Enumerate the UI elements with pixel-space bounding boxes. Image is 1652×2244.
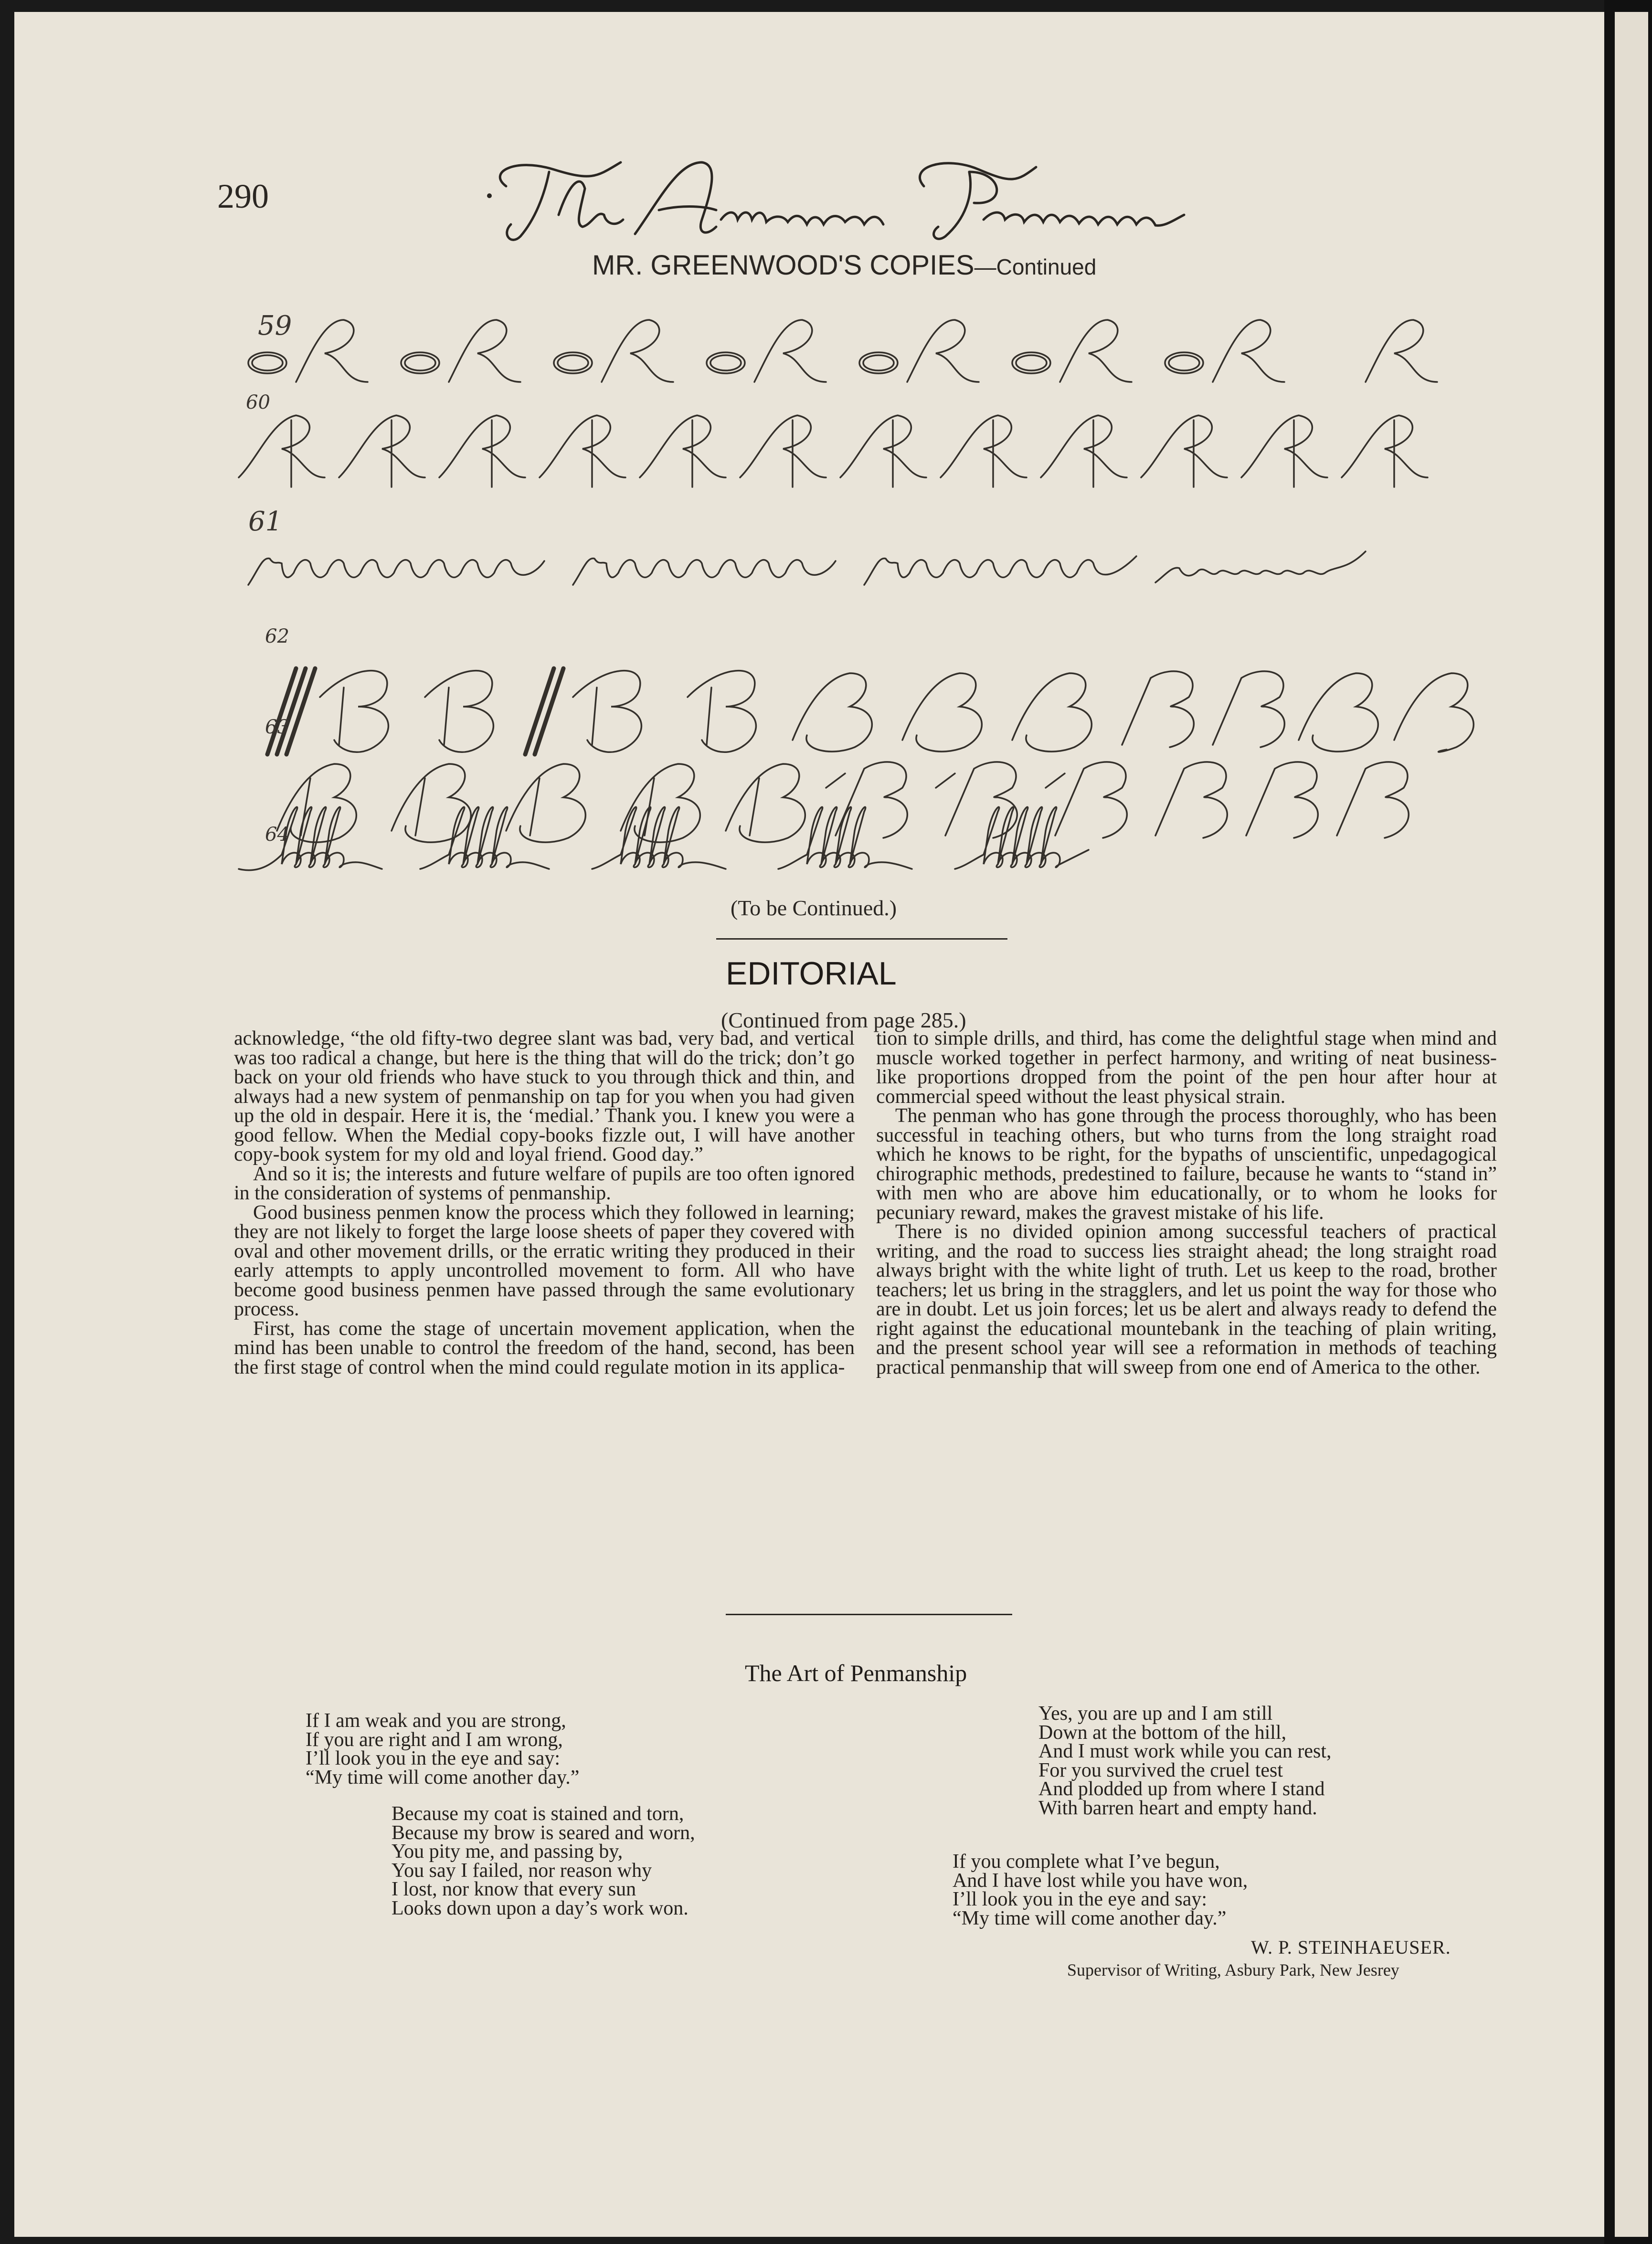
row-number-61: 61	[248, 506, 283, 537]
divider-rule	[726, 1614, 1012, 1615]
to-be-continued: (To be Continued.)	[731, 896, 897, 920]
copies-heading-text: MR. GREENWOOD'S COPIES	[592, 250, 974, 281]
row-number-60: 60	[246, 392, 270, 413]
row-number-62: 62	[265, 625, 289, 647]
editorial-paragraph: acknowledge, “the old fifty-two degree slant was bad, very bad, and vertical was too radical a change, but here is the thing that will do the trick; don’t go back on your old friends who have stuck to you through thick and thin, and always had a new system of penmanship on tap for you when you had given up the old in despair. Here it is, the ‘medial.’ Thank you. I knew you were a good fellow. When the Medial copy-books fizzle out, I will have another copy-book system for my old and loyal friend. Good day.”	[234, 1027, 855, 1165]
copy-row-62	[267, 668, 1473, 754]
masthead-logo	[477, 143, 1222, 253]
author-affiliation: Supervisor of Writing, Asbury Park, New Jesrey	[1067, 1960, 1399, 1979]
editorial-heading: EDITORIAL	[726, 955, 897, 992]
poem-stanza-4: If you complete what I’ve begun, And I have lost while you have won, I’ll look you in the eye and say: “My time will come another day.”	[953, 1851, 1248, 1929]
copy-row-64	[239, 807, 1089, 870]
row-number-64: 64	[265, 824, 289, 846]
next-page-edge	[1615, 12, 1648, 2237]
page-number: 290	[217, 177, 269, 215]
page-gutter	[1604, 0, 1652, 2244]
continued-from-note: (Continued from page 285.)	[721, 1008, 966, 1032]
editorial-paragraph: tion to simple drills, and third, has come the delightful stage when mind and muscle worked together in perfect harmony, and writing of neat business-like proportions dropped from the point of the pen hour after hour at commercial speed without the least physical strain.	[876, 1027, 1497, 1108]
penmanship-specimens	[229, 306, 1509, 893]
editorial-paragraph: First, has come the stage of uncertain movement application, when the mind has been unable to control the freedom of the hand, second, has been the first stage of control when the mind could regulate motion in its applica-	[234, 1317, 855, 1378]
copy-row-61	[248, 551, 1366, 585]
copy-row-59	[248, 320, 1437, 382]
row-number-59: 59	[258, 310, 292, 341]
copies-heading-suffix: —Continued	[974, 254, 1097, 279]
poem-stanza-3: Yes, you are up and I am still Down at the bottom of the hill, And I must work while you can rest, For you survived the cruel test And plodded up from where I stand With barren heart and empty hand.	[1038, 1703, 1332, 1819]
editorial-column-left	[234, 1029, 855, 1377]
copy-row-63	[277, 762, 1408, 842]
editorial-column-right	[876, 1029, 1497, 1377]
copy-row-60	[239, 415, 1428, 487]
poem-author: W. P. STEINHAEUSER.	[1251, 1937, 1451, 1958]
editorial-paragraph: The penman who has gone through the process thoroughly, who has been successful in teaching others, but who turns from the long straight road which he knows to be right, for the bypaths of unscientific, unpedagogical chirographic methods, predestined to failure, because he wants to “stand in” with men who are above him educationally, or to whom he looks for pecuniary reward, makes the gravest mistake of his life.	[876, 1105, 1497, 1224]
editorial-paragraph: Good business penmen know the process which they followed in learning; they are not likely to forget the large loose sheets of paper they covered with oval and other movement drills, or the erratic writing they produced in their early attempts to apply uncontrolled movement to form. All who have become good business penmen have passed through the same evolutionary process.	[234, 1201, 855, 1320]
editorial-paragraph: There is no divided opinion among successful teachers of practical writing, and the road to success lies straight ahead; the long straight road always bright with the white light of truth. Let us keep to the road, brother teachers; let us bring in the stragglers, and let us point the way for those who are in doubt. Let us join forces; let us be alert and always ready to defend the right against the educational mountebank in the teaching of plain writing, and the present school year will see a reformation in methods of teaching practical penmanship that will sweep from one end of America to the other.	[876, 1221, 1497, 1378]
copies-heading	[592, 249, 1165, 281]
divider-rule	[716, 938, 1007, 940]
poem-stanza-2: Because my coat is stained and torn, Because my brow is seared and worn, You pity me, and passing by, You say I failed, nor reason why I lost, nor know that every sun Looks down upon a day’s work won.	[392, 1803, 695, 1919]
poem-stanza-1: If I am weak and you are strong, If you are right and I am wrong, I’ll look you in the eye and say: “My time will come another day.”	[306, 1710, 580, 1789]
poem-title: The Art of Penmanship	[745, 1660, 967, 1686]
editorial-paragraph: And so it is; the interests and future welfare of pupils are too often ignored in the consideration of systems of penmanship.	[234, 1163, 855, 1204]
row-number-63: 63	[265, 716, 289, 738]
